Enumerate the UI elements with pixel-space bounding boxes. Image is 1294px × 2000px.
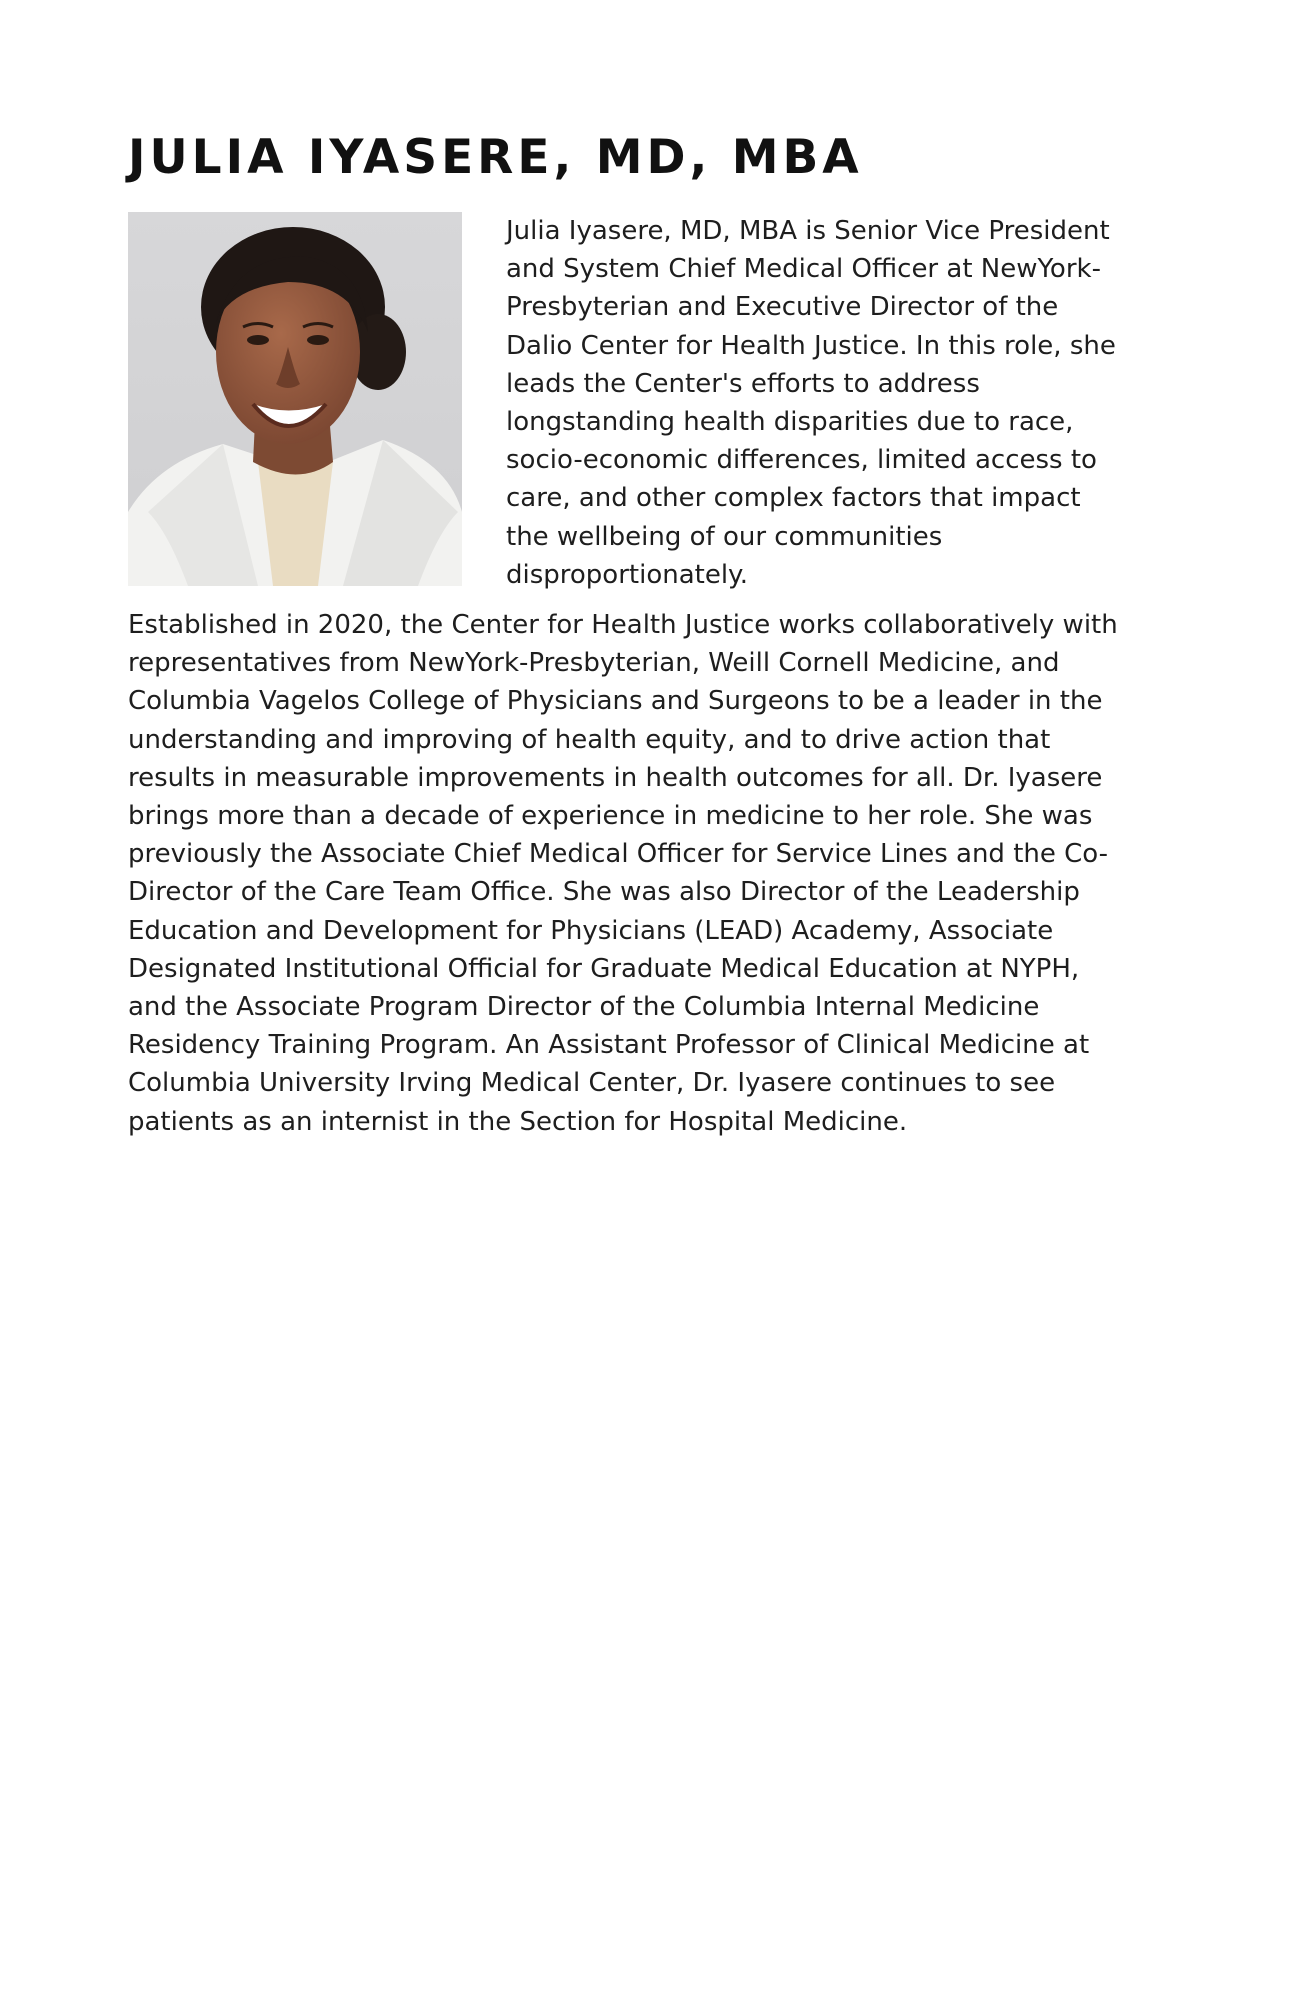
body-line: Designated Institutional Official for Graduate Medical Education at NYPH, xyxy=(128,953,1080,984)
page-title: JULIA IYASERE, MD, MBA xyxy=(128,130,863,185)
body-line: Established in 2020, the Center for Health Justice works collaboratively with xyxy=(128,610,1118,640)
intro-section xyxy=(128,212,1208,588)
intro-line: and System Chief Medical Officer at NewYork- xyxy=(506,254,1101,285)
intro-paragraph xyxy=(506,212,1186,594)
body-line: Education and Development for Physicians (LEAD) Academy, Associate xyxy=(128,915,1054,946)
intro-line: Julia Iyasere, MD, MBA is Senior Vice President xyxy=(506,216,1110,246)
portrait-photo xyxy=(128,212,462,586)
body-line: understanding and improving of health equity, and to drive action that xyxy=(128,724,1051,755)
body-line: and the Associate Program Director of the Columbia Internal Medicine xyxy=(128,992,1040,1023)
bio-page xyxy=(128,128,1208,1141)
body-line: Columbia University Irving Medical Center, Dr. Iyasere continues to see xyxy=(128,1068,1056,1099)
intro-line: the wellbeing of our communities xyxy=(506,521,943,552)
body-line: results in measurable improvements in health outcomes for all. Dr. Iyasere xyxy=(128,762,1103,793)
intro-line: Dalio Center for Health Justice. In this role, she xyxy=(506,330,1116,361)
intro-line: socio-economic differences, limited access to xyxy=(506,445,1097,476)
body-line: representatives from NewYork-Presbyterian, Weill Cornell Medicine, and xyxy=(128,648,1060,679)
intro-line: care, and other complex factors that impact xyxy=(506,483,1081,514)
body-line: patients as an internist in the Section for Hospital Medicine. xyxy=(128,1106,908,1137)
body-line: Director of the Care Team Office. She was also Director of the Leadership xyxy=(128,877,1080,908)
intro-line: disproportionately. xyxy=(506,559,748,590)
body-line: previously the Associate Chief Medical Officer for Service Lines and the Co- xyxy=(128,839,1109,870)
intro-line: leads the Center's efforts to address xyxy=(506,368,980,399)
body-line: Residency Training Program. An Assistant Professor of Clinical Medicine at xyxy=(128,1030,1090,1061)
intro-line: Presbyterian and Executive Director of the xyxy=(506,292,1059,323)
intro-line: longstanding health disparities due to race, xyxy=(506,407,1074,438)
body-paragraph xyxy=(128,606,1208,1141)
body-line: Columbia Vagelos College of Physicians and Surgeons to be a leader in the xyxy=(128,686,1103,717)
body-line: brings more than a decade of experience in medicine to her role. She was xyxy=(128,801,1093,832)
portrait-illustration xyxy=(128,212,462,586)
